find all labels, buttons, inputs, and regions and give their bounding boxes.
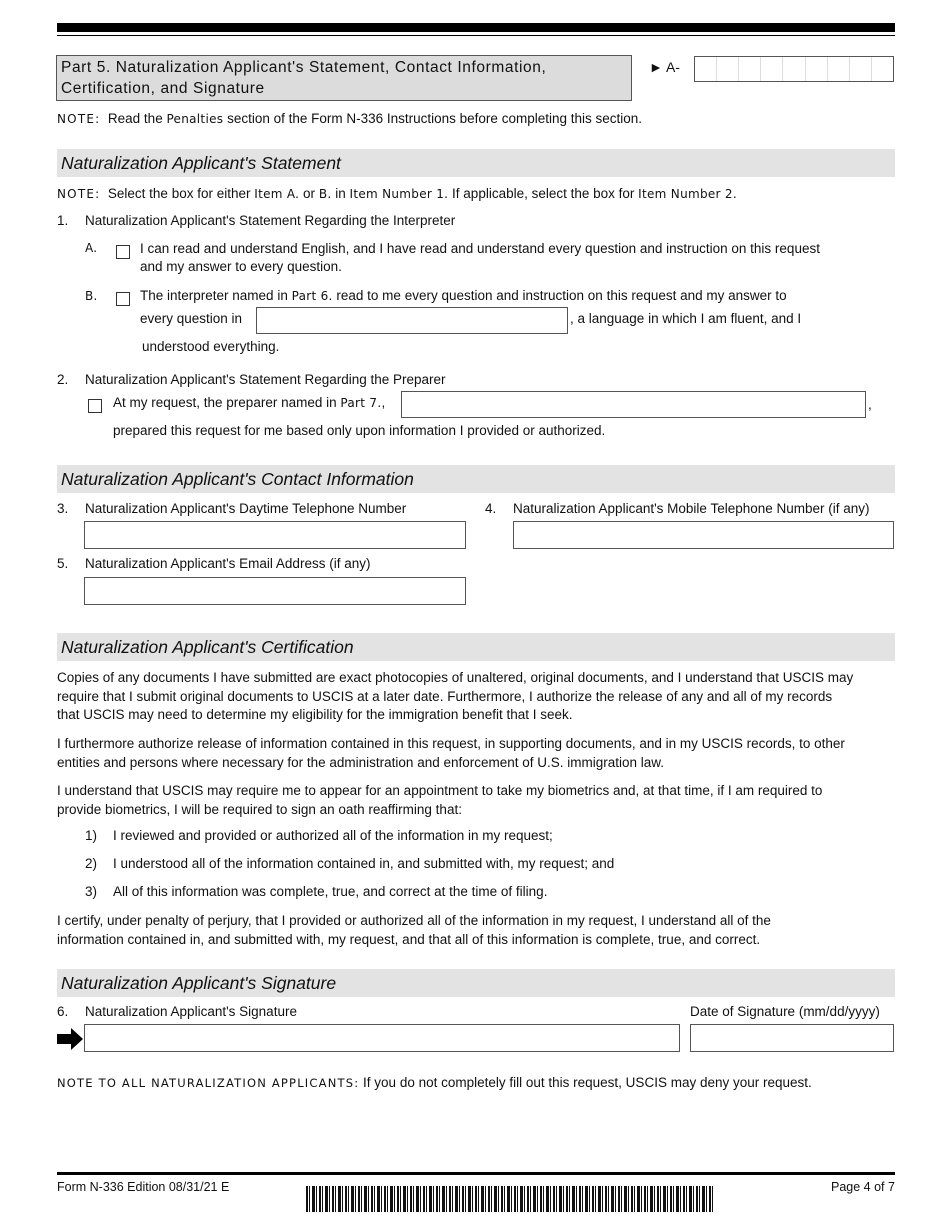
item2-label: Naturalization Applicant's Statement Regarding the Preparer	[85, 372, 446, 387]
oath-item-text: I understood all of the information contained in, and submitted with, my request; and	[113, 856, 615, 871]
part-title-line1: Part 5. Naturalization Applicant's Statement, Contact Information,	[61, 59, 547, 76]
a-number-input[interactable]	[694, 56, 894, 82]
note-bottom-text: If you do not completely fill out this request, USCIS may deny your request.	[359, 1075, 812, 1090]
itemA-checkbox[interactable]	[116, 245, 130, 259]
item4-label: Naturalization Applicant's Mobile Telephone Number (if any)	[513, 501, 870, 516]
item2-line1	[113, 395, 385, 410]
cert-line: that USCIS may need to determine my eligibility for the immigration benefit that I seek.	[57, 707, 573, 722]
note-ref: Item A.	[254, 187, 300, 201]
note-text: section of the Form N-336 Instructions before completing this section.	[223, 111, 643, 126]
note-bottom-prefix: NOTE TO ALL NATURALIZATION APPLICANTS:	[57, 1076, 360, 1090]
note-ref: Item Number 2.	[638, 187, 737, 201]
cert-line: provide biometrics, I will be required to sign an oath reaffirming that:	[57, 801, 462, 817]
item1-number: 1.	[57, 213, 69, 228]
mobile-phone-input[interactable]	[513, 521, 894, 549]
cert-line: I certify, under penalty of perjury, that I provided or authorized all of the information in my request, I understand all of the	[57, 913, 771, 928]
note-text: If applicable, select the box for	[448, 186, 639, 201]
item1-label: Naturalization Applicant's Statement Regarding the Interpreter	[85, 213, 456, 228]
signature-arrow-icon	[57, 1028, 83, 1050]
part-header	[56, 55, 632, 101]
item4-number: 4.	[485, 501, 497, 516]
cert-paragraph-3	[57, 782, 895, 819]
item2-ref: Part 7.	[340, 396, 382, 410]
preparer-name-input[interactable]	[401, 391, 866, 418]
oath-item-text: I reviewed and provided or authorized all of the information in my request;	[113, 828, 553, 843]
item3-label: Naturalization Applicant's Daytime Telephone Number	[85, 501, 407, 516]
note-penalties	[57, 111, 895, 126]
item5-number: 5.	[57, 556, 69, 571]
itemB-line3: understood everything.	[142, 339, 280, 354]
section-signature-title: Naturalization Applicant's Signature	[57, 969, 895, 997]
cert-line: I furthermore authorize release of information contained in this request, in supporting documents, and in my USCIS records, to other	[57, 736, 845, 751]
note-text: Select the box for either	[107, 186, 255, 201]
item6-label: Naturalization Applicant's Signature	[85, 1004, 297, 1019]
cert-paragraph-1	[57, 669, 895, 725]
note-prefix: NOTE:	[57, 112, 101, 126]
itemB-text: The interpreter named in	[140, 288, 292, 303]
itemB-text: read to me every question and instruction on this request and my answer to	[332, 288, 787, 303]
item2-text: At my request, the preparer named in	[113, 395, 341, 410]
itemB-ref: Part 6.	[291, 289, 333, 303]
itemA-line1: I can read and understand English, and I have read and understand every question and instruction on this request	[140, 241, 820, 256]
oath-item-number: 3)	[85, 884, 98, 899]
item2-checkbox[interactable]	[88, 399, 102, 413]
item5-label: Naturalization Applicant's Email Address (if any)	[85, 556, 371, 571]
itemB-checkbox[interactable]	[116, 292, 130, 306]
cert-paragraph-2	[57, 735, 895, 772]
note-ref: B.	[318, 187, 332, 201]
top-rule	[57, 23, 895, 32]
note-text: Read the	[107, 111, 167, 126]
cert-line: entities and persons where necessary for the administration and enforcement of U.S. immigration law.	[57, 754, 665, 770]
cert-line: Copies of any documents I have submitted are exact photocopies of unaltered, original documents, and I understand that USCIS may	[57, 670, 854, 685]
oath-item-text: All of this information was complete, true, and correct at the time of filing.	[113, 884, 548, 899]
cert-line: I understand that USCIS may require me to appear for an appointment to take my biometrics and, at that time, if I am required to	[57, 783, 823, 798]
note-ref: Penalties	[166, 112, 224, 126]
statement-note	[57, 186, 895, 201]
barcode-image	[306, 1186, 714, 1212]
top-rule-thin	[57, 35, 895, 36]
section-certification-title: Naturalization Applicant's Certification	[57, 633, 895, 661]
item2-comma: ,	[868, 397, 872, 412]
itemA-letter: A.	[85, 241, 98, 255]
itemB-line1	[140, 288, 787, 303]
itemB-line2a: every question in	[140, 311, 243, 326]
signature-input[interactable]	[84, 1024, 680, 1052]
cert-line: require that I submit original documents to USCIS at a later date. Furthermore, I authorize the release of any and all of my records	[57, 688, 833, 704]
itemA-line2: and my answer to every question.	[140, 259, 342, 274]
section-contact-title: Naturalization Applicant's Contact Information	[57, 465, 895, 493]
footer-rule	[57, 1172, 895, 1175]
cert-paragraph-4	[57, 912, 895, 949]
note-all-applicants	[57, 1075, 907, 1090]
itemA-text	[140, 240, 880, 276]
footer-form-id: Form N-336 Edition 08/31/21 E	[57, 1180, 230, 1194]
item2-line2: prepared this request for me based only upon information I provided or authorized.	[113, 423, 606, 438]
item6-number: 6.	[57, 1004, 69, 1019]
signature-date-input[interactable]	[690, 1024, 894, 1052]
footer-page-number: Page 4 of 7	[831, 1180, 895, 1194]
date-label: Date of Signature (mm/dd/yyyy)	[690, 1004, 880, 1019]
oath-item-number: 2)	[85, 856, 98, 871]
oath-item-number: 1)	[85, 828, 98, 843]
daytime-phone-input[interactable]	[84, 521, 466, 549]
itemB-letter: B.	[85, 289, 98, 303]
note-text: or	[299, 186, 319, 201]
interpreter-language-input[interactable]	[256, 307, 568, 334]
cert-line: information contained in, and submitted with, my request, and that all of this information is complete, true, and correct.	[57, 931, 761, 947]
email-input[interactable]	[84, 577, 466, 605]
section-statement-title: Naturalization Applicant's Statement	[57, 149, 895, 177]
note-text: in	[331, 186, 350, 201]
item2-text: ,	[381, 395, 386, 410]
itemB-line2b: , a language in which I am fluent, and I	[570, 311, 802, 326]
item2-number: 2.	[57, 372, 69, 387]
note-ref: Item Number 1.	[349, 187, 449, 201]
part-title-line2: Certification, and Signature	[61, 80, 265, 97]
a-number-label: ► A-	[649, 59, 680, 75]
item3-number: 3.	[57, 501, 69, 516]
note-prefix: NOTE:	[57, 187, 101, 201]
